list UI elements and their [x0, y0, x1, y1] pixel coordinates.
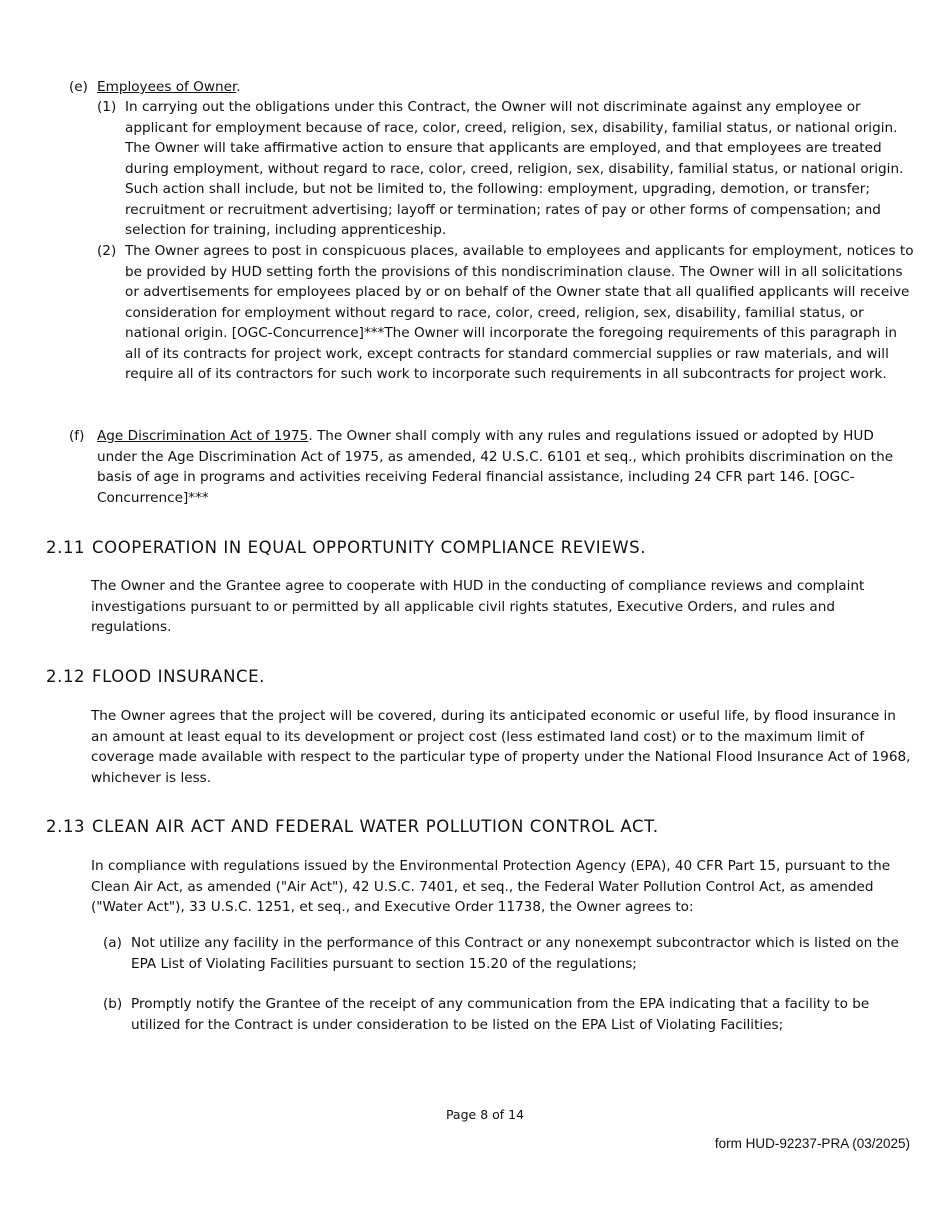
section-e-title: Employees of Owner — [97, 79, 237, 95]
section-f-label: (f) — [69, 428, 85, 444]
section-2-11-text: The Owner and the Grantee agree to cooperate with HUD in the conducting of compliance reviews and complaint investigations pursuant to or permitted by all applicable civil rights statutes, Executive Orders, and rules and regulations. — [91, 578, 865, 635]
section-2-13-number: 2.13 — [46, 817, 86, 836]
section-2-13-item-a-text: Not utilize any facility in the performance of this Contract or any nonexempt subcontractor which is listed on the EPA List of Violating Facilities pursuant to section 15.20 of the regulations; — [131, 935, 899, 972]
page-number: Page 8 of 14 — [445, 1107, 525, 1122]
section-2-12-title: FLOOD INSURANCE. — [92, 667, 265, 686]
section-e-item-2-text: The Owner agrees to post in conspicuous places, available to employees and applicants for employment, notices to be provided by HUD setting forth the provisions of this nondiscrimination clause. The Owner will in all solicitations or advertisements for employees placed by or on behalf of the Owner state that all qualified applicants will receive consideration for employment without regard to race, color, creed, religion, sex, disability, familial status, or national origin. [OGC-Concurrence]***The Owner will incorporate the foregoing requirements of this paragraph in all of its contracts for project work, except contracts for standard commercial supplies or raw materials, and will require all of its contractors for such work to incorporate such requirements in all subcontracts for project work. — [125, 243, 914, 382]
section-2-13-item-b-label: (b) — [103, 996, 123, 1012]
section-2-12-heading — [46, 666, 265, 688]
section-2-12-number: 2.12 — [46, 667, 86, 686]
section-2-11-heading — [46, 537, 646, 559]
section-2-13-title: CLEAN AIR ACT AND FEDERAL WATER POLLUTION CONTROL ACT. — [92, 817, 659, 836]
section-f-paragraph — [97, 426, 907, 508]
section-e-title-suffix: . — [236, 79, 241, 95]
section-2-13-item-a-label: (a) — [103, 935, 122, 951]
section-2-12-text: The Owner agrees that the project will be covered, during its anticipated economic or useful life, by flood insurance in an amount at least equal to its development or project cost (less estimated land cost) or to the maximum limit of coverage made available with respect to the particular type of property under the National Flood Insurance Act of 1968, whichever is less. — [91, 708, 911, 786]
section-e-heading — [97, 77, 917, 98]
section-f-text: . The Owner shall comply with any rules and regulations issued or adopted by HUD under the Age Discrimination Act of 1975, as amended, 42 U.S.C. 6101 et seq., which prohibits discrimination on the basis of age in programs and activities receiving Federal financial assistance, including 24 CFR part 146. [OGC-Concurrence]*** — [97, 428, 894, 506]
section-e-item-1-text: In carrying out the obligations under this Contract, the Owner will not discriminate against any employee or applicant for employment because of race, color, creed, religion, sex, disability, familial status, or national origin. The Owner will take affirmative action to ensure that applicants are employed, and that employees are treated during employment, without regard to race, color, creed, religion, sex, disability, familial status, or national origin. Such action shall include, but not be limited to, the following: employment, upgrading, demotion, or transfer; recruitment or recruitment advertising; layoff or termination; rates of pay or other forms of compensation; and selection for training, including apprenticeship. — [125, 99, 904, 238]
section-f-title: Age Discrimination Act of 1975 — [97, 428, 309, 444]
section-2-13-item-b-text: Promptly notify the Grantee of the receipt of any communication from the EPA indicating that a facility to be utilized for the Contract is under consideration to be listed on the EPA List of Violating Facilities; — [131, 996, 870, 1033]
section-e-label: (e) — [69, 79, 88, 95]
section-2-11-number: 2.11 — [46, 538, 86, 557]
section-2-13-heading — [46, 816, 659, 838]
section-2-13-text: In compliance with regulations issued by the Environmental Protection Agency (EPA), 40 CFR Part 15, pursuant to the Clean Air Act, as amended ("Air Act"), 42 U.S.C. 7401, et seq., the Federal Water Pollution Control Act, as amended ("Water Act"), 33 U.S.C. 1251, et seq., and Executive Order 11738, the Owner agrees to: — [91, 858, 891, 915]
form-id: form HUD-92237-PRA (03/2025) — [714, 1136, 910, 1151]
section-e-item-2-label: (2) — [97, 243, 117, 259]
section-e-item-1-label: (1) — [97, 99, 117, 115]
section-2-11-title: COOPERATION IN EQUAL OPPORTUNITY COMPLIANCE REVIEWS. — [92, 538, 647, 557]
